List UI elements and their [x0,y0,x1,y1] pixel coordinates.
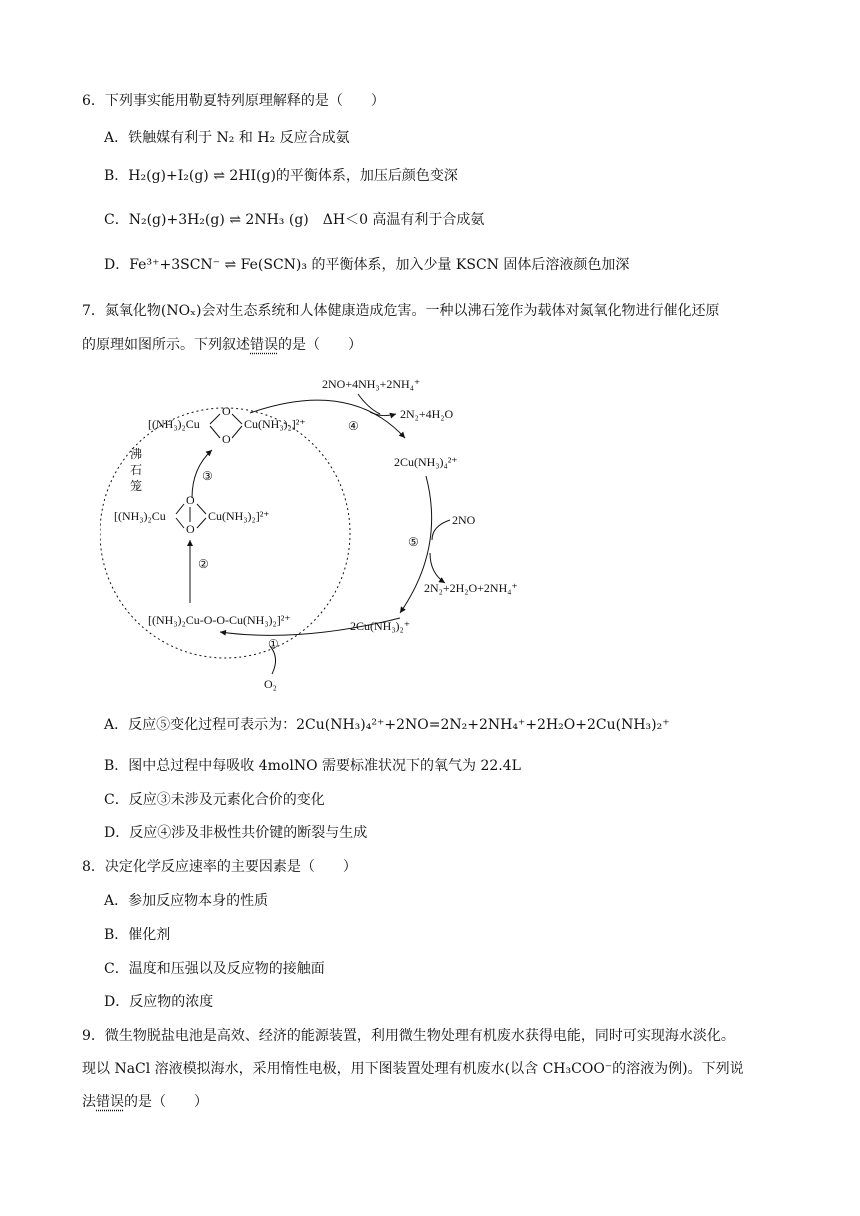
q9-line2: 现以 NaCl 溶液模拟海水，采用惰性电极，用下图装置处理有机废水(以含 CH₃COO⁻的溶液为例)。下列说 [82,1061,744,1077]
step-3: ③ [202,469,213,483]
catalytic-cycle-diagram [100,368,540,698]
q8-option-c: C．温度和压强以及反应物的接触面 [104,961,325,977]
q8-stem: 8．决定化学反应速率的主要因素是（ ） [82,859,357,875]
zeolite-label-1: 沸 [130,447,143,461]
q8-option-d: D．反应物的浓度 [104,994,214,1010]
q8-option-a: A．参加反应物本身的性质 [104,893,269,909]
top-complex-o2: O [222,432,231,446]
right-bottom-complex: 2Cu(NH₃)₂⁺ [350,619,411,633]
top-complex-left: [(NH₃)₂Cu [148,417,200,431]
step-5: ⑤ [408,535,419,549]
q7-stem-line1: 7．氮氧化物(NOₓ)会对生态系统和人体健康造成危害。一种以沸石笼作为载体对氮氧化物进行催化还原 [82,303,720,319]
top-complex-right: Cu(NH₃)₂]²⁺ [244,417,306,431]
zeolite-label-3: 笼 [130,479,143,493]
mid-complex-o2: O [186,522,195,536]
q7-option-b: B．图中总过程中每吸收 4molNO 需要标准状况下的氧气为 22.4L [104,758,521,774]
q7-stem-pre: 的原理如图所示。下列叙述 [82,337,250,353]
q6-stem: 6．下列事实能用勒夏特列原理解释的是（ ） [82,93,385,109]
q7-option-c: C．反应③未涉及元素化合价的变化 [104,792,325,808]
q9-line1: 9．微生物脱盐电池是高效、经济的能源装置，利用微生物处理有机废水获得电能，同时可实现海水淡化。 [82,1028,735,1044]
q7-stem-post: 的是（ ） [278,337,362,353]
right-mid-complex: 2Cu(NH₃)₄²⁺ [394,455,458,469]
q6-option-a: A．铁触媒有利于 N₂ 和 H₂ 反应合成氨 [104,130,350,146]
q7-stem-emphasis: 错误 [250,337,278,353]
q7-stem-line2 [82,334,362,354]
right-no: 2NO [452,513,476,527]
q9-line3-post: 的是（ ） [124,1094,208,1110]
step-4: ④ [348,419,359,433]
o2-label: O₂ [264,677,277,691]
q7-option-a: A．反应⑤变化过程可表示为：2Cu(NH₃)₄²⁺+2NO=2N₂+2NH₄⁺+2H₂O+2Cu(NH₃)₂⁺ [104,717,670,733]
q7-option-d: D．反应④涉及非极性共价键的断裂与生成 [104,825,368,841]
top-complex-o1: O [222,404,231,418]
q9-emphasis: 错误 [96,1094,124,1110]
right-products: 2N₂+2H₂O+2NH₄⁺ [424,581,518,595]
q6-option-d: D．Fe³⁺+3SCN⁻ ⇌ Fe(SCN)₃ 的平衡体系，加入少量 KSCN 固体后溶液颜色加深 [104,257,630,273]
q6-option-b: B．H₂(g)+I₂(g) ⇌ 2HI(g)的平衡体系，加压后颜色变深 [104,168,458,184]
step-2: ② [198,557,209,571]
q9-line3-pre: 法 [82,1094,96,1110]
step-1: ① [268,637,279,651]
bottom-complex: [(NH₃)₂Cu-O-O-Cu(NH₃)₂]²⁺ [148,613,291,627]
right-top-products: 2N₂+4H₂O [400,407,454,421]
mid-complex-o1: O [186,493,195,507]
q8-option-b: B．催化剂 [104,927,171,943]
mid-complex-right: Cu(NH₃)₂]²⁺ [208,509,270,523]
right-top-reactants: 2NO+4NH₃+2NH₄⁺ [322,377,421,391]
mid-complex-left: [(NH₃)₂Cu [114,509,166,523]
zeolite-label-2: 石 [130,463,143,477]
q6-option-c: C．N₂(g)+3H₂(g) ⇌ 2NH₃ (g) ΔH＜0 高温有利于合成氨 [104,212,485,228]
q9-line3 [82,1091,208,1111]
